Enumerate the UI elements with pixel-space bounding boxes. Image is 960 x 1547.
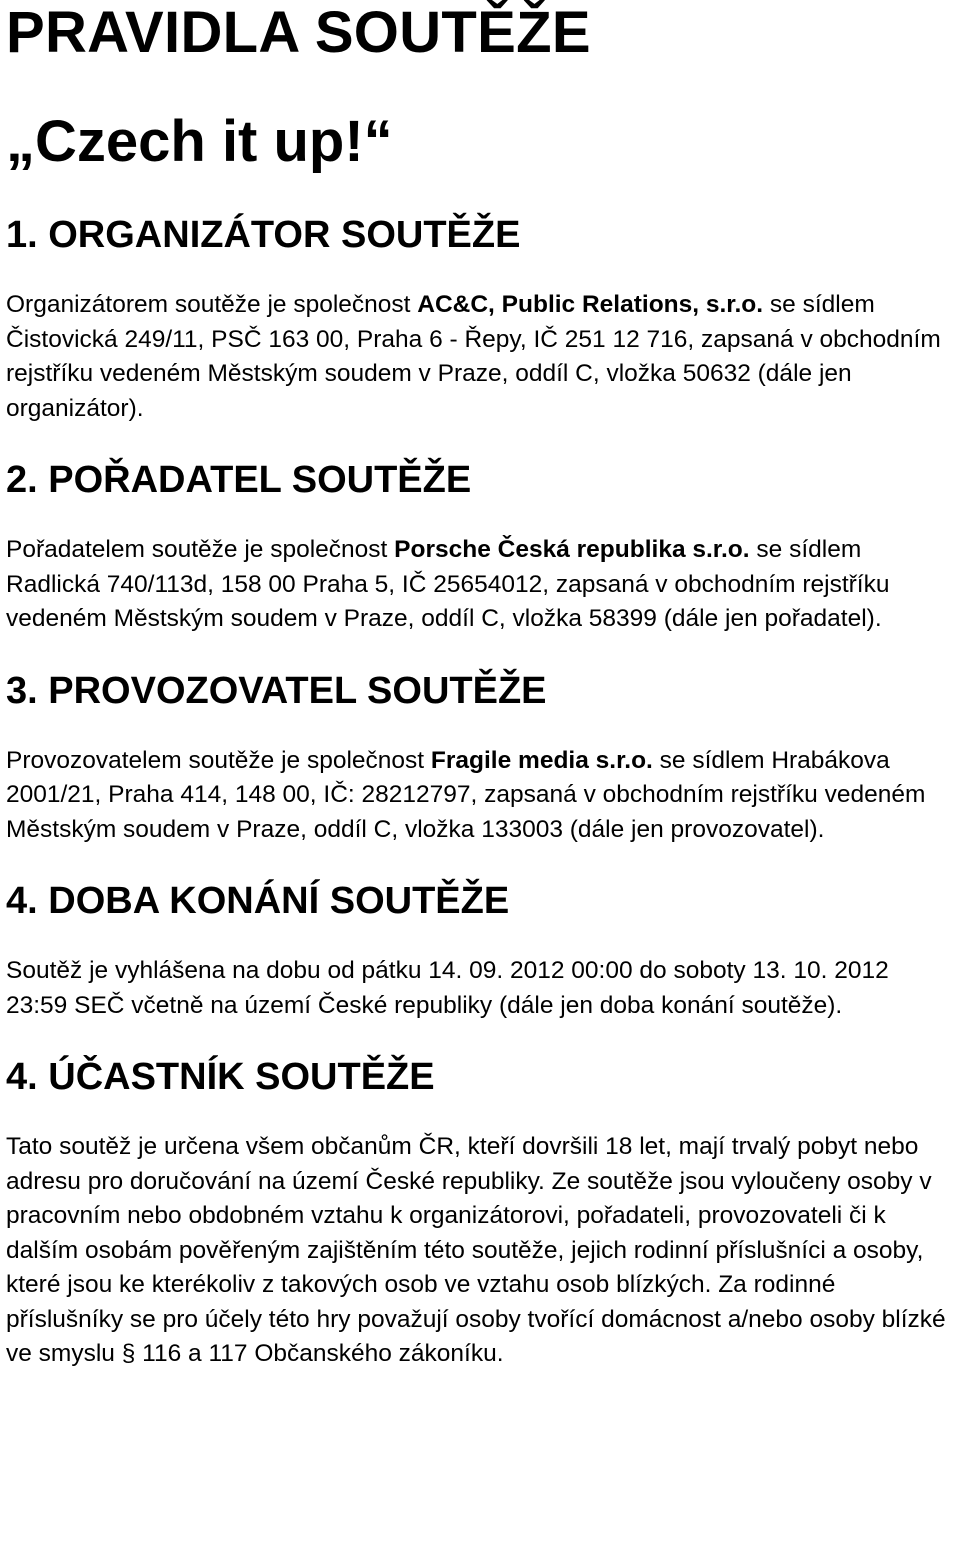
organizer-text-intro: Organizátorem soutěže je společnost [6,291,418,318]
section-heading-participant: 4. ÚČASTNÍK SOUTĚŽE [6,1056,435,1098]
document-title: PRAVIDLA SOUTĚŽE [6,0,591,65]
promoter-company-name: Porsche Česká republika s.r.o. [394,536,750,563]
promoter-text-details: se sídlem Radlická 740/113d, 158 00 Praha 5, IČ 25654012, zapsaná v obchodním rejstříku vedeném Městským soudem v Praze, oddíl C, vložka 58399 (dále jen pořadatel). [6,536,890,632]
operator-company-name: Fragile media s.r.o. [430,746,653,774]
section-heading-promoter: 2. POŘADATEL SOUTĚŽE [6,459,472,501]
section-heading-organizer: 1. ORGANIZÁTOR SOUTĚŽE [6,214,521,256]
operator-text-intro: Provozovatelem soutěže je společnost [6,746,431,774]
organizer-company-name: AC&C, Public Relations, s.r.o. [417,291,764,318]
section-heading-duration: 4. DOBA KONÁNÍ SOUTĚŽE [6,880,510,922]
section-text-duration: Soutěž je vyhlášena na dobu od pátku 14. 09. 2012 00:00 do soboty 13. 10. 2012 23:59 SEČ včetně na území České republiky (dále jen doba konání soutěže). [6,957,889,1019]
promoter-text-intro: Pořadatelem soutěže je společnost [6,536,395,563]
section-text-operator [6,744,954,848]
section-text-promoter [6,533,954,637]
document-subtitle: „Czech it up!“ [6,109,393,174]
section-text-participant: Tato soutěž je určena všem občanům ČR, kteří dovršili 18 let, mají trvalý pobyt nebo adresu pro doručování na území České republiky. Ze soutěže jsou vyloučeny osoby v pracovním nebo obdobném vztahu k organizátorovi, pořadateli, provozovateli či k dalším osobám pověřeným zajištěním této soutěže, jejich rodinní příslušníci a osoby, které jsou ke kterékoliv z takových osob ve vztahu osob blízkých. Za rodinné příslušníky se pro účely této hry považují osoby tvořící domácnost a/nebo osoby blízké ve smyslu § 116 a 117 Občanského zákoníku. [6,1133,946,1367]
section-heading-operator: 3. PROVOZOVATEL SOUTĚŽE [6,669,547,712]
organizer-text-details: se sídlem Čistovická 249/11, PSČ 163 00, Praha 6 - Řepy, IČ 251 12 716, zapsaná v obchodním rejstříku vedeném Městským soudem v Praze, oddíl C, vložka 50632 (dále jen organizátor). [6,291,941,422]
operator-text-details: se sídlem Hrabákova 2001/21, Praha 414, 148 00, IČ: 28212797, zapsaná v obchodním rejstříku vedeném Městským soudem v Praze, oddíl C, vložka 133003 (dále jen provozovatel). [6,746,926,843]
section-text-organizer [6,288,954,426]
